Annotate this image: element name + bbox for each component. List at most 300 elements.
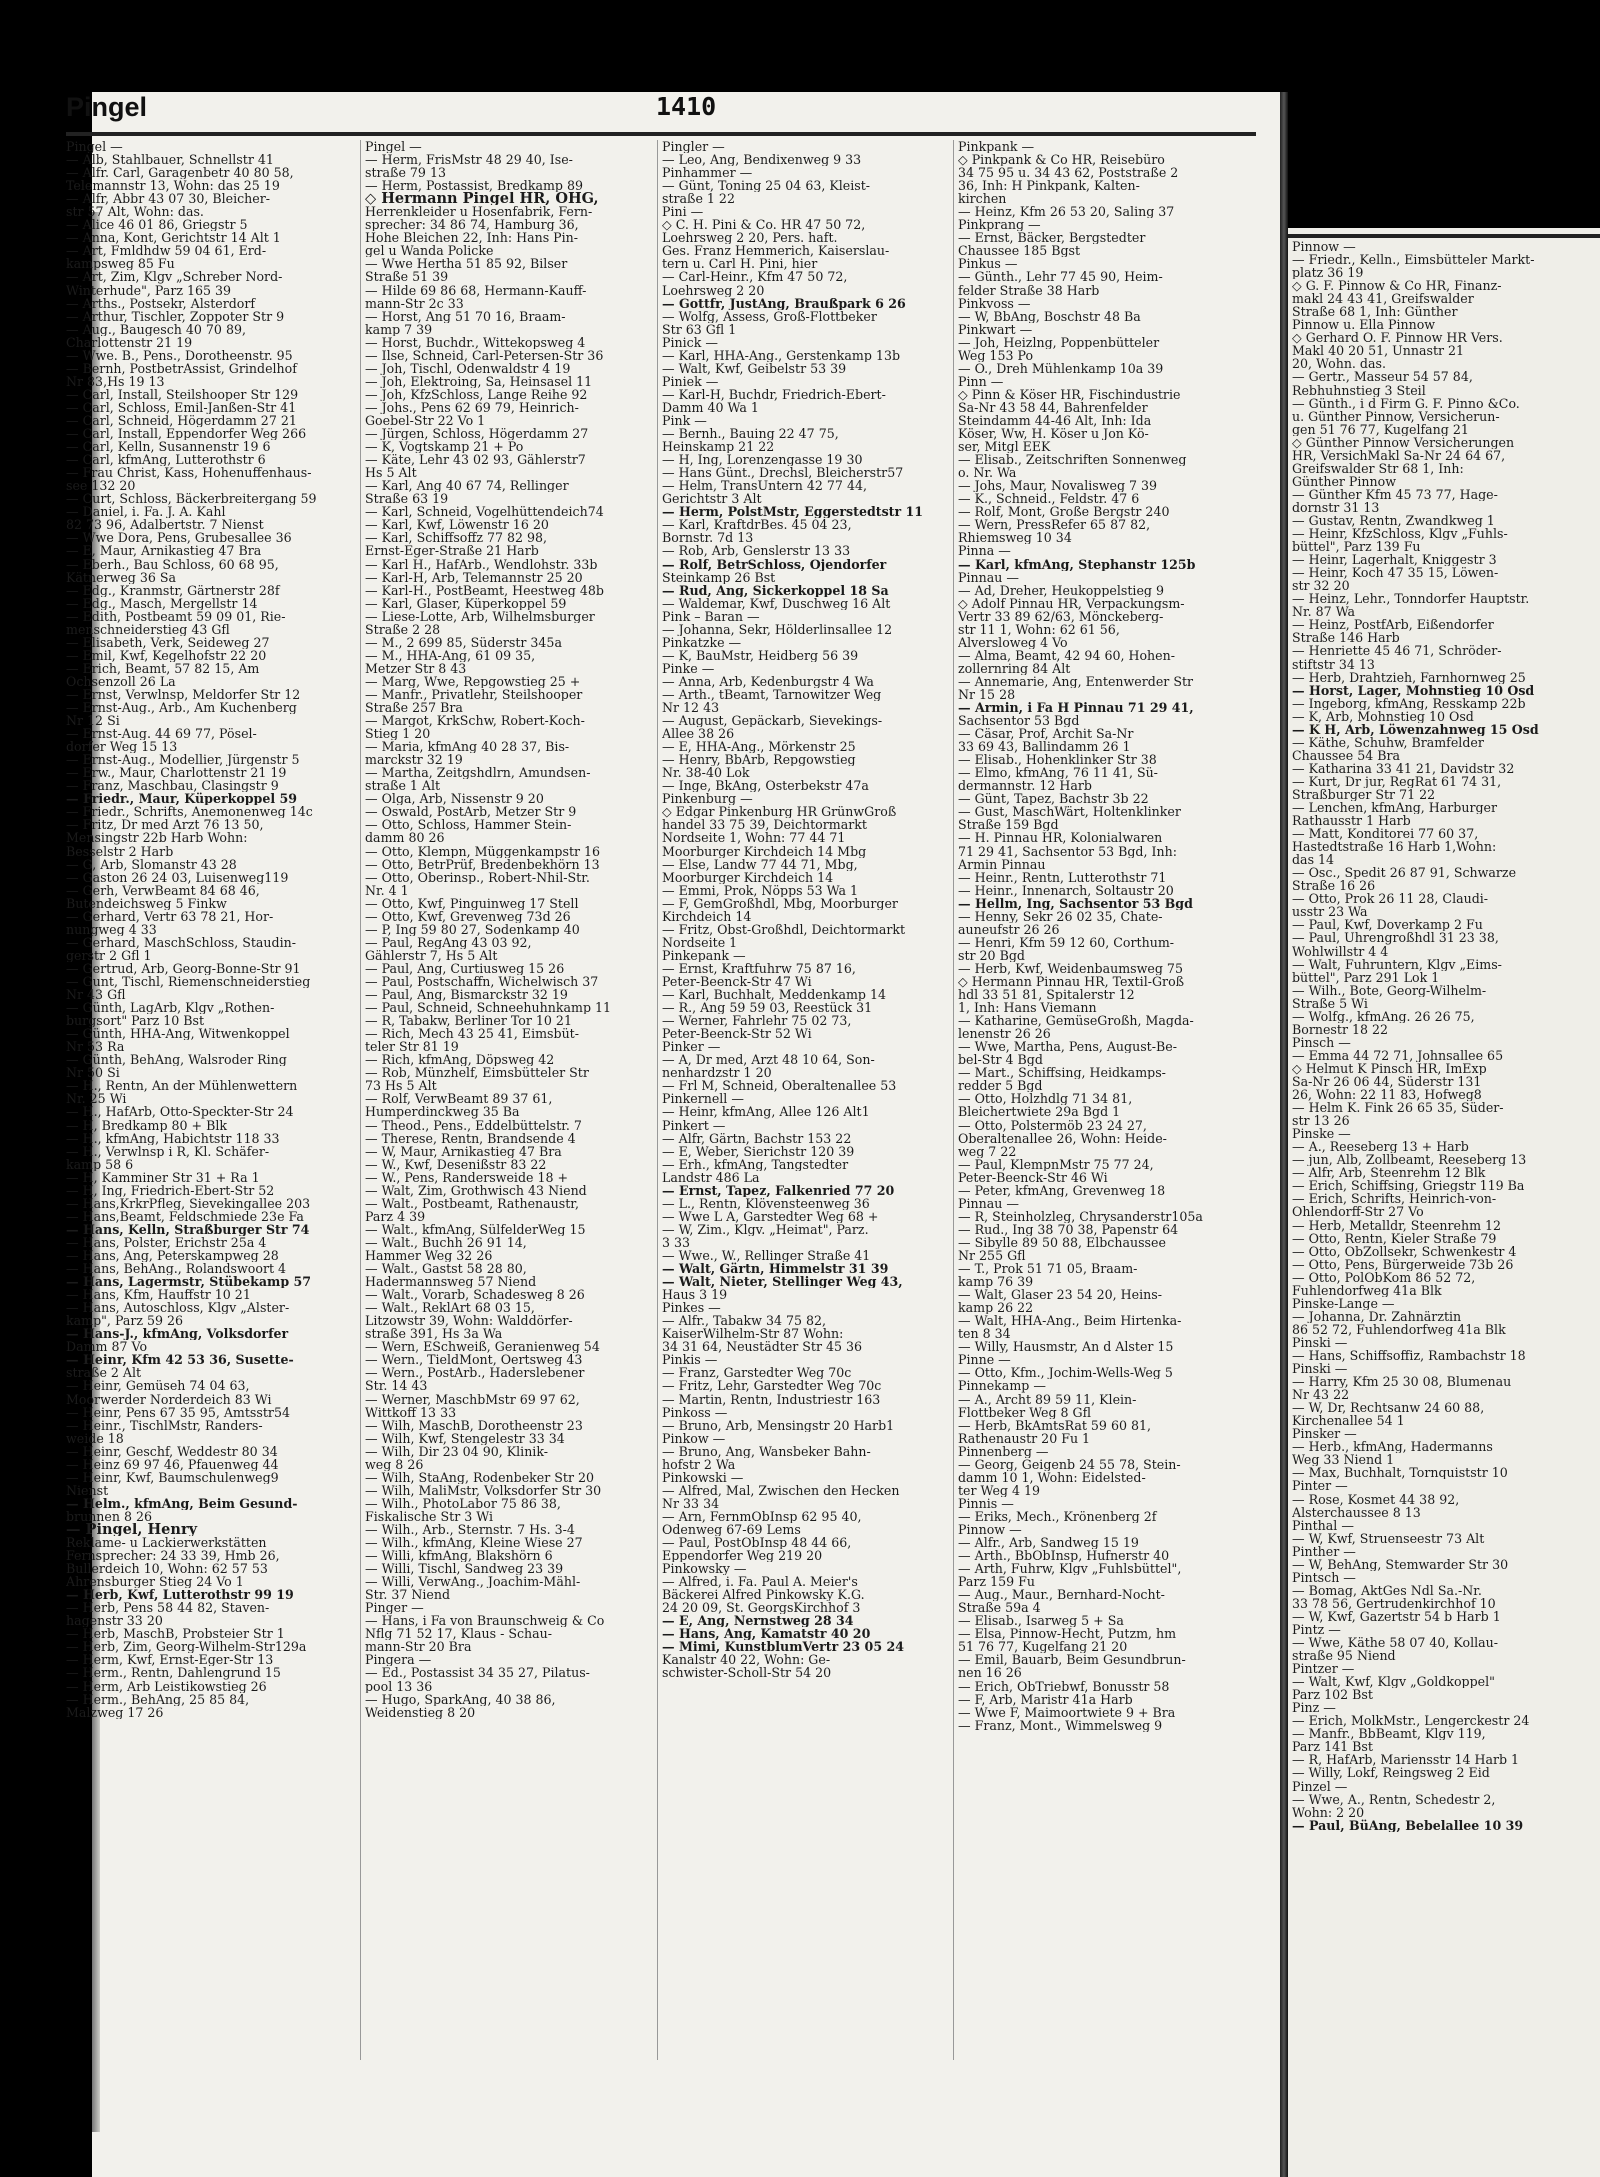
directory-entry-line: — Anna, Arb, Kedenburgstr 4 Wa [662, 674, 874, 688]
directory-entry-line: Eppendorfer Weg 219 20 [662, 1549, 823, 1563]
directory-entry-line: — T., Prok 51 71 05, Braam- [958, 1262, 1138, 1276]
directory-entry-line: — Gustav, Rentn, Zwandkweg 1 [1292, 513, 1495, 528]
directory-entry-line: — Walt, Fuhruntern, Klgv „Eims- [1292, 957, 1502, 971]
directory-entry-line: — Werner, MaschbMstr 69 97 62, [365, 1392, 580, 1406]
directory-entry-line: Pink — [662, 413, 707, 428]
directory-entry-line: — Bomag, AktGes Ndl Sa.-Nr. [1292, 1583, 1482, 1597]
directory-entry-line: Sa-Nr 26 06 44, Süderstr 131 [1292, 1075, 1482, 1089]
directory-entry-line: Pingera — [365, 1653, 432, 1667]
directory-entry-line: — Wwe L A, Garstedter Weg 68 + [662, 1209, 879, 1223]
directory-entry-line: Weg 153 Po [958, 348, 1034, 362]
directory-entry-line: Pini — [662, 205, 704, 219]
directory-entry-line: — Alfr., Tabakw 34 75 82, [662, 1314, 827, 1328]
directory-entry-line: — Wilh, StaAng, Rodenbeker Str 20 [365, 1470, 595, 1484]
directory-entry-line: — Harry, Kfm 25 30 08, Blumenau [1292, 1375, 1512, 1389]
directory-entry-line: ◇ G. F. Pinnow & Co HR, Finanz- [1292, 279, 1502, 293]
directory-entry-line: — Maria, kfmAng 40 28 37, Bis- [365, 740, 570, 754]
directory-entry-line: straße 79 13 [365, 166, 446, 180]
directory-entry-line: — F, Arb, Maristr 41a Harb [958, 1692, 1133, 1706]
directory-entry-line: — Horst, Lager, Mohnstieg 10 Osd [1292, 683, 1535, 697]
directory-entry-line: — Erw., Maur, Charlottenstr 21 19 [66, 766, 287, 780]
directory-entry-line: — Walt, Zim, Grothwisch 43 Niend [365, 1183, 587, 1197]
directory-entry-line: HR, VersichMakl Sa-Nr 24 64 67, [1292, 448, 1506, 462]
directory-entry-line: schwister-Scholl-Str 54 20 [662, 1666, 832, 1680]
directory-entry-line: — Wolfg, Assess, Groß-Flottbeker [662, 309, 877, 323]
directory-entry-line: — Wilh., kfmAng, Kleine Wiese 27 [365, 1536, 583, 1550]
directory-entry-line: 34 75 95 u. 34 43 62, Poststraße 2 [958, 166, 1179, 180]
directory-entry-line: — Heinr., TischlMstr, Randers- [66, 1418, 263, 1432]
directory-entry-line: — Georg, Geigenb 24 55 78, Stein- [958, 1457, 1181, 1471]
directory-entry-line: — R, Tabakw, Berliner Tor 10 21 [365, 1014, 572, 1028]
directory-entry-line: — A., Archt 89 59 11, Klein- [958, 1392, 1137, 1406]
directory-entry-line: Pinnenberg — [958, 1444, 1049, 1458]
directory-entry-line: — Karl H., HafArb., Wendlohstr. 33b [365, 557, 598, 571]
directory-entry-line: — Walt., Gastst 58 28 80, [365, 1262, 527, 1276]
directory-entry-line: — Helm., kfmAng, Beim Gesund- [66, 1496, 298, 1510]
directory-entry-line: Pinsker — [1292, 1427, 1357, 1441]
directory-entry-line: — F, GemGroßhdl, Mbg, Moorburger [662, 896, 898, 910]
directory-entry-line: — Henriette 45 46 71, Schröder- [1292, 644, 1502, 658]
directory-entry-line: — Günth., Lehr 77 45 90, Heim- [958, 270, 1163, 284]
directory-entry-line: — jun, Alb, Zollbeamt, Reeseberg 13 [1292, 1153, 1527, 1167]
directory-entry-line: Moorwerder Norderdeich 83 Wi [66, 1392, 272, 1406]
directory-entry-line: — E, Weber, Sierichstr 120 39 [662, 1144, 855, 1158]
directory-entry-line: — Günth, BehAng, Walsroder Ring [66, 1053, 287, 1067]
directory-entry-line: 34 31 64, Neustädter Str 45 36 [662, 1340, 863, 1354]
directory-entry-line: — Martha, Zeitgshdlrn, Amundsen- [365, 766, 591, 780]
directory-entry-line: — Emma 44 72 71, Johnsallee 65 [1292, 1048, 1504, 1062]
directory-entry-line: weide 18 [66, 1431, 124, 1445]
directory-entry-line: — Oswald, PostArb, Metzer Str 9 [365, 805, 577, 819]
directory-entry-line: Straße 51 39 [365, 270, 449, 284]
directory-entry-line: — Wwe, Martha, Pens, August-Be- [958, 1040, 1177, 1054]
directory-entry-line: Nienst [66, 1483, 109, 1497]
directory-entry-line: — Wilh., Arb., Sternstr. 7 Hs. 3-4 [365, 1522, 575, 1537]
directory-entry-line: Pingel — [66, 140, 123, 154]
directory-entry-line: Pintsch — [1292, 1570, 1356, 1584]
directory-entry-line: Nordseite 1 [662, 935, 738, 949]
directory-entry-line: — Heinr, kfmAng, Allee 126 Alt1 [662, 1105, 870, 1119]
directory-entry-line: kamp 58 6 [66, 1157, 134, 1171]
directory-entry-line: — Karl, HHA-Ang., Gerstenkamp 13b [662, 348, 901, 362]
directory-entry-line: — Rolf, BetrSchloss, Ojendorfer [662, 557, 887, 571]
directory-entry-line: Straße 2 28 [365, 622, 441, 636]
directory-entry-line: — Peter, kfmAng, Grevenweg 18 [958, 1183, 1166, 1197]
directory-entry-line: Nr 50 Si [66, 1066, 120, 1080]
directory-entry-line: Straße 146 Harb [1292, 631, 1400, 645]
directory-entry-line: — Walt, Nieter, Stellinger Weg 43, [662, 1275, 903, 1289]
directory-entry-line: — Herm., BehAng, 25 85 84, [66, 1692, 250, 1706]
directory-entry-line: — Karl, Buchhalt, Meddenkamp 14 [662, 988, 887, 1002]
directory-entry-line: — Karl, Schneid, Vogelhüttendeich74 [365, 505, 604, 519]
directory-entry-line: Pinkes — [662, 1301, 721, 1315]
column-divider [953, 140, 954, 2060]
directory-entry-line: — Alfr, Arb, Steenrehm 12 Blk [1292, 1166, 1486, 1180]
directory-entry-line: Nr 33 34 [662, 1496, 720, 1510]
directory-entry-line: — Hans-J., kfmAng, Volksdorfer [66, 1327, 289, 1341]
directory-entry-line: Pinkpank — [958, 140, 1035, 154]
directory-entry-line: — Otto, Kwf, Grevenweg 73d 26 [365, 909, 571, 923]
directory-entry-line: — Johs., Pens 62 69 79, Heinrich- [365, 400, 579, 414]
directory-entry-line: Ohlendorff-Str 27 Vo [1292, 1205, 1424, 1219]
directory-entry-line: — Wwe. B., Pens., Dorotheenstr. 95 [66, 348, 293, 362]
directory-entry-line: kamp 7 39 [365, 322, 433, 336]
directory-entry-line: 33 78 56, Gertrudenkirchhof 10 [1292, 1596, 1496, 1610]
directory-entry-line: menschneiderstieg 43 Gfl [66, 622, 230, 636]
directory-entry-line: Nr 255 Gfl [958, 1248, 1026, 1263]
directory-entry-line: — Wwe Dora, Pens, Grubesallee 36 [66, 531, 292, 545]
directory-entry-line: 24 20 09, St. GeorgsKirchhof 3 [662, 1601, 861, 1615]
directory-entry-line: damm 80 26 [365, 831, 445, 845]
directory-entry-line: — W, Zim., Klgv. „Heimat", Parz. [662, 1222, 869, 1236]
directory-entry-line: — Karl, Kwf, Löwenstr 16 20 [365, 518, 549, 532]
directory-entry-line: — Gottfr, JustAng, Braußpark 6 26 [662, 296, 906, 310]
directory-entry-line: — Lenchen, kfmAng, Harburger [1292, 801, 1498, 815]
directory-entry-line: — R., Ang 59 59 03, Reestück 31 [662, 1001, 873, 1015]
right-page [1288, 228, 1600, 2177]
directory-entry-line: gerstr 2 Gfl 1 [66, 948, 152, 962]
directory-entry-line: Kanalstr 40 22, Wohn: Ge- [662, 1653, 831, 1667]
directory-entry-line: — Willy, Lokf, Reingsweg 2 Eid [1292, 1766, 1490, 1780]
directory-entry-line: — Sibylle 89 50 88, Elbchaussee [958, 1235, 1166, 1249]
directory-entry-line: — K H, Arb, Löwenzahnweg 15 Osd [1292, 722, 1539, 736]
directory-entry-line: Pinkoss — [662, 1405, 728, 1419]
directory-entry-line: — Carl, Install, Eppendorfer Weg 266 [66, 427, 307, 441]
directory-entry-line: 73 Hs 5 Alt [365, 1079, 437, 1093]
directory-entry-line: ser, Mitgl EEK [958, 440, 1051, 454]
directory-entry-line: — Hilde 69 86 68, Hermann-Kauff- [365, 283, 587, 297]
directory-entry-line: ◇ Adolf Pinnau HR, Verpackungsm- [958, 596, 1185, 610]
directory-entry-line: see 132 20 [66, 479, 136, 493]
directory-entry-line: ◇ Pinkpank & Co HR, Reisebüro [958, 153, 1165, 167]
directory-entry-line: Chaussee 54 Bra [1292, 748, 1401, 762]
directory-entry-line: — Pingel, Henry [66, 1522, 198, 1537]
directory-entry-line: Metzer Str 8 43 [365, 661, 467, 675]
directory-entry-line: — Elmo, kfmAng, 76 11 41, Sü- [958, 766, 1158, 780]
directory-entry-line: — Emil, Bauarb, Beim Gesundbrun- [958, 1653, 1186, 1667]
directory-entry-line: — Otto, Polstermöb 23 24 27, [958, 1118, 1147, 1132]
directory-entry-line: Wohn: 2 20 [1292, 1805, 1365, 1819]
directory-entry-line: — Ernst, Verwlnsp, Meldorfer Str 12 [66, 687, 301, 702]
directory-entry-line: kampsweg 85 Fu [66, 257, 175, 271]
directory-entry-line: Nr. 25 Wi [66, 1092, 127, 1106]
directory-entry-line: u. Günther Pinnow, Versicherun- [1292, 409, 1500, 423]
directory-entry-line: Armin Pinnau [958, 857, 1046, 871]
directory-entry-line: — H., Verwlnsp i R, Kl. Schäfer- [66, 1144, 270, 1158]
directory-entry-line: ◇ Hermann Pingel HR, OHG, [365, 192, 599, 206]
directory-entry-line: — Karl-H, Buchdr, Friedrich-Ebert- [662, 387, 886, 401]
directory-entry-line: Pinz — [1292, 1701, 1336, 1715]
directory-entry-line: — Alb, Stahlbauer, Schnellstr 41 [66, 153, 274, 167]
directory-entry-line: — Carl, Kelln, Susannenstr 19 6 [66, 440, 271, 454]
directory-entry-line: 86 52 72, Fuhlendorfweg 41a Blk [1292, 1322, 1506, 1336]
directory-entry-line: Pinnow — [958, 1522, 1022, 1537]
directory-entry-line: — Herm, Kwf, Ernst-Eger-Str 13 [66, 1653, 274, 1667]
directory-entry-line: — Heinr., Innenarch, Soltaustr 20 [958, 883, 1174, 897]
directory-entry-line: Pinther — [1292, 1544, 1356, 1558]
directory-entry-line: — Erich, Schiffsing, Griegstr 119 Ba [1292, 1179, 1525, 1193]
directory-entry-line: — W, Kwf, Struenseestr 73 Alt [1292, 1531, 1485, 1545]
directory-entry-line: — Heinr, KfzSchloss, Klgv „Fuhls- [1292, 527, 1508, 541]
directory-entry-line: — K, Vogtskamp 21 + Po [365, 440, 524, 454]
directory-entry-line: — Otto, ObZollsekr, Schwenkestr 4 [1292, 1244, 1517, 1258]
directory-entry-line: Odenweg 67-69 Lems [662, 1522, 801, 1537]
directory-entry-line: Allee 38 26 [662, 727, 735, 741]
directory-entry-line: — K, BauMstr, Heidberg 56 39 [662, 648, 859, 662]
directory-entry-line: — H., HafArb, Otto-Speckter-Str 24 [66, 1105, 294, 1119]
directory-entry-line: — Otto, Kwf, Pinguinweg 17 Stell [365, 896, 579, 910]
directory-entry-line: — Helm K. Fink 26 65 35, Süder- [1292, 1101, 1504, 1115]
directory-entry-line: — Hans,Beamt, Feldschmiede 23e Fa [66, 1209, 304, 1223]
directory-entry-line: — Inge, BkAng, Osterbekstr 47a [662, 779, 869, 793]
directory-entry-line: Pinkis — [662, 1353, 718, 1367]
directory-entry-line: — Herb, Zim, Georg-Wilhelm-Str129a [66, 1640, 307, 1654]
directory-entry-line: — Olga, Arb, Nissenstr 9 20 [365, 792, 544, 806]
directory-entry-line: Pintz — [1292, 1622, 1341, 1637]
directory-entry-line: — Marg, Wwe, Repgowstieg 25 + [365, 674, 581, 688]
directory-entry-line: — Bruno, Arb, Mensingstr 20 Harb1 [662, 1418, 895, 1432]
directory-entry-line: nen 16 26 [958, 1666, 1022, 1680]
directory-entry-line: 51 76 77, Kugelfang 21 20 [958, 1640, 1128, 1654]
directory-entry-line: — Willi, Tischl, Sandweg 23 39 [365, 1562, 564, 1576]
directory-entry-line: Nr 83,Hs 19 13 [66, 374, 165, 388]
directory-entry-line: sprecher: 34 86 74, Hamburg 36, [365, 218, 579, 232]
directory-entry-line: Ochsenzoll 26 La [66, 674, 176, 688]
directory-entry-line: — Ilse, Schneid, Carl-Petersen-Str 36 [365, 348, 604, 362]
directory-entry-line: — Cäsar, Prof, Archit Sa-Nr [958, 727, 1134, 741]
directory-entry-line: — Willi, kfmAng, Blakshörn 6 [365, 1549, 553, 1563]
directory-entry-line: Winterhude", Parz 165 39 [66, 283, 232, 297]
directory-entry-line: — H, Bredkamp 80 + Blk [66, 1118, 228, 1132]
directory-entry-line: Pinkprang — [958, 218, 1041, 232]
directory-entry-line: Moorburger Kirchdeich 14 [662, 870, 834, 884]
directory-entry-line: — Elisab., Zeitschriften Sonnenweg [958, 453, 1187, 467]
directory-entry-line: — Arn, FernmObInsp 62 95 40, [662, 1509, 862, 1523]
directory-entry-line: Greifswalder Str 68 1, Inh: [1292, 461, 1464, 475]
directory-entry-line: — Gust, MaschWärt, Holtenklinker [958, 805, 1181, 819]
directory-entry-line: ◇ Pinn & Köser HR, Fischindustrie [958, 387, 1181, 401]
directory-entry-line: — Günth, HHA-Ang, Witwenkoppel [66, 1027, 290, 1041]
directory-entry-line: — Eberh., Bau Schloss, 60 68 95, [66, 557, 279, 571]
directory-entry-line: Charlottenstr 21 19 [66, 335, 193, 349]
directory-entry-line: Pinsch — [1292, 1035, 1351, 1049]
directory-entry-line: — Kurt, Dr jur, RegRat 61 74 31, [1292, 774, 1502, 788]
directory-entry-line: — Katharine, GemüseGroßh, Magda- [958, 1014, 1194, 1028]
directory-entry-line: Nr. 38-40 Lok [662, 766, 750, 780]
directory-entry-line: — Erich, MolkMstr., Lengerckestr 24 [1292, 1714, 1530, 1728]
directory-entry-line: — Arthur, Tischler, Zoppoter Str 9 [66, 309, 285, 323]
directory-entry-line: — Wern, PressRefer 65 87 82, [958, 518, 1151, 532]
directory-entry-line: — Herm., Rentn, Dahlengrund 15 [66, 1666, 281, 1680]
directory-entry-line: — Joh, KfzSchloss, Lange Reihe 92 [365, 387, 588, 401]
directory-entry-line: — M., HHA-Ang, 61 09 35, [365, 648, 536, 662]
directory-entry-line: — R, Steinholzleg, Chrysanderstr105a [958, 1209, 1203, 1223]
directory-entry-line: Gerichtstr 3 Alt [662, 492, 762, 506]
directory-entry-line: Pinnekamp — [958, 1379, 1046, 1393]
header-rule [66, 132, 1256, 136]
directory-entry-line: weg 8 26 [365, 1457, 424, 1471]
directory-entry-line: Parz 102 Bst [1292, 1688, 1373, 1702]
directory-entry-line: — E, Ang, Nernstweg 28 34 [662, 1614, 854, 1628]
directory-entry-line: Heinskamp 21 22 [662, 440, 775, 454]
directory-entry-line: — Wern, ESchweiß, Geranienweg 54 [365, 1340, 600, 1354]
directory-entry-line: — W, BbAng, Boschstr 48 Ba [958, 309, 1141, 323]
directory-entry-line: Nordseite 1, Wohn: 77 44 71 [662, 831, 846, 845]
directory-entry-line: — A, Dr med, Arzt 48 10 64, Son- [662, 1053, 875, 1067]
directory-entry-line: — H., Rentn, An der Mühlenwettern [66, 1079, 298, 1093]
directory-entry-line: 82 73 96, Adalbertstr. 7 Nienst [66, 518, 264, 532]
directory-entry-line: dorfer Weg 15 13 [66, 740, 178, 754]
directory-entry-line: Pinke — [662, 661, 715, 675]
directory-entry-line: Steindamm 44-46 Alt, Inh: Ida [958, 413, 1152, 428]
directory-entry-line: gel u Wanda Policke [365, 244, 494, 258]
directory-entry-line: — Walt, Gärtn, Himmelstr 31 39 [662, 1262, 889, 1276]
directory-entry-line: — Alma, Beamt, 42 94 60, Hohen- [958, 648, 1175, 662]
directory-entry-line: straße 95 Niend [1292, 1649, 1396, 1663]
directory-entry-line: Str. 37 Niend [365, 1588, 451, 1602]
directory-entry-line: — H., kfmAng, Habichtstr 118 33 [66, 1131, 280, 1145]
directory-entry-line: — Heinr, Lagerhalt, Kniggestr 3 [1292, 553, 1497, 567]
directory-entry-line: — Jürgen, Schloss, Högerdamm 27 [365, 427, 589, 441]
directory-entry-line: — Heinz, Lehr., Tonndorfer Hauptstr. [1292, 592, 1530, 606]
directory-entry-line: Pinski — [1292, 1362, 1348, 1376]
directory-entry-line: str 13 26 [1292, 1114, 1350, 1128]
directory-entry-line: ter Weg 4 19 [958, 1483, 1041, 1497]
directory-entry-line: — Günth., i d Firm G. F. Pinno &Co. [1292, 396, 1520, 410]
directory-entry-line: — Carl, Schneid, Högerdamm 27 21 [66, 413, 297, 428]
directory-entry-line: Pinn — [958, 374, 1004, 388]
directory-entry-line: Besselstr 2 Harb [66, 844, 174, 858]
directory-entry-line: Wittkoff 13 33 [365, 1405, 457, 1419]
directory-entry-line: — Herm, Postassist, Bredkamp 89 [365, 179, 584, 193]
directory-entry-line: — Heinr, Geschf, Weddestr 80 34 [66, 1444, 278, 1458]
directory-entry-line: Piniek — [662, 374, 719, 388]
directory-entry-line: — Friedr., Schrifts, Anemonenweg 14c [66, 805, 313, 819]
directory-entry-line: pool 13 36 [365, 1679, 433, 1693]
directory-entry-line: — Rich, Mech 43 25 41, Eimsbüt- [365, 1027, 579, 1041]
directory-entry-line: — Alfred, Mal, Zwischen den Hecken [662, 1483, 900, 1497]
directory-entry-line: — Friedr., Maur, Küperkoppel 59 [66, 792, 298, 806]
directory-entry-line: — Wern., PostArb., Haderslebener [365, 1366, 585, 1380]
directory-entry-line: — Paul, Postschaffn, Wichelwisch 37 [365, 975, 599, 989]
directory-column-3 [662, 140, 940, 1680]
directory-entry-line: Pinkowsky — [662, 1562, 747, 1576]
directory-entry-line: — Arth, Fuhrw, Klgv „Fuhlsbüttel", [958, 1562, 1182, 1576]
directory-entry-line: Pinna — [958, 544, 1011, 558]
directory-entry-line: das 14 [1292, 853, 1335, 867]
directory-entry-line: hagenstr 33 20 [66, 1614, 163, 1628]
directory-entry-line: — Elisab., Isarweg 5 + Sa [958, 1614, 1124, 1628]
directory-entry-line: Str. 14 43 [365, 1379, 428, 1393]
directory-entry-line: — Heinr, Pens 67 35 95, Amtsstr54 [66, 1405, 290, 1419]
directory-entry-line: Rathenaustr 20 Fu 1 [958, 1431, 1091, 1445]
directory-entry-line: Herrenkleider u Hosenfabrik, Fern- [365, 205, 593, 219]
directory-entry-line: — Daniel, i. Fa. J. A. Kahl [66, 505, 226, 519]
directory-entry-line: — Herb, BkAmtsRat 59 60 81, [958, 1418, 1151, 1432]
directory-entry-line: — G, Arb, Slomanstr 43 28 [66, 857, 237, 871]
page-header [66, 92, 1254, 132]
directory-entry-line: — Edg., Masch, Mergellstr 14 [66, 596, 258, 610]
directory-entry-line: — Arth., tBeamt, Tarnowitzer Weg [662, 687, 882, 702]
directory-entry-line: Pinnow u. Ella Pinnow [1292, 318, 1436, 332]
directory-entry-line: — Manfr., Privatlehr, Steilshooper [365, 687, 583, 702]
directory-entry-line: auneufstr 26 26 [958, 922, 1060, 936]
directory-entry-line: — Alfr, Gärtn, Bachstr 153 22 [662, 1131, 852, 1145]
directory-entry-line: — Otto, BetrPrüf, Bredenbekhörn 13 [365, 857, 600, 871]
directory-entry-line: — W., Pens, Randersweide 18 + [365, 1170, 569, 1184]
directory-entry-line: Humperdinckweg 35 Ba [365, 1105, 520, 1119]
book-gutter [1280, 92, 1288, 2177]
directory-entry-line: — Gertrud, Arb, Georg-Bonne-Str 91 [66, 961, 301, 975]
directory-entry-line: Hohe Bleichen 22, Inh: Hans Pin- [365, 231, 579, 245]
directory-entry-line: str 11 1, Wohn: 62 61 56, [958, 622, 1120, 636]
directory-entry-line: — K., Schneid., Feldstr. 47 6 [958, 492, 1140, 506]
directory-entry-line: — Emil, Kwf, Kegelhofstr 22 20 [66, 648, 267, 662]
directory-entry-line: platz 36 19 [1292, 266, 1364, 280]
directory-entry-line: — W, BehAng, Stemwarder Str 30 [1292, 1557, 1509, 1571]
directory-entry-line: — W, Maur, Arnikastieg 47 Bra [365, 1144, 562, 1158]
directory-entry-line: dermannstr. 12 Harb [958, 779, 1092, 793]
directory-entry-line: Pinkus — [958, 257, 1018, 271]
directory-entry-line: — Wilh, MaschB, Dorotheenstr 23 [365, 1418, 583, 1432]
directory-entry-line: stiftstr 34 13 [1292, 657, 1375, 671]
directory-entry-line: — Ernst-Aug. 44 69 77, Pösel- [66, 727, 257, 741]
directory-entry-line: — Gerh, VerwBeamt 84 68 46, [66, 883, 260, 897]
directory-entry-line: — E, Maur, Arnikastieg 47 Bra [66, 544, 262, 558]
directory-entry-line: usstr 23 Wa [1292, 905, 1368, 919]
directory-entry-line: — Wilh, Kwf, Stengelestr 33 34 [365, 1431, 565, 1445]
directory-entry-line: — K, Arb, Mohnstieg 10 Osd [1292, 709, 1474, 723]
directory-entry-line: — Else, Landw 77 44 71, Mbg, [662, 857, 858, 871]
directory-entry-line: Nr 43 Gfl [66, 988, 126, 1002]
directory-entry-line: — Henry, BbArb, Repgowstieg [662, 753, 856, 767]
directory-entry-line: Bullerdeich 10, Wohn: 62 57 53 [66, 1562, 268, 1576]
directory-entry-line: — Art, Zim, Klgv „Schreber Nord- [66, 270, 283, 284]
directory-entry-line: — Gaston 26 24 03, Luisenweg119 [66, 870, 289, 884]
directory-entry-line: Goebel-Str 22 Vo 1 [365, 413, 486, 428]
directory-entry-line: hofstr 2 Wa [662, 1457, 736, 1471]
directory-entry-line: — Henny, Sekr 26 02 35, Chate- [958, 909, 1163, 923]
directory-entry-line: makl 24 43 41, Greifswalder [1292, 292, 1474, 306]
directory-entry-line: — Wern., TieldMont, Oertsweg 43 [365, 1353, 583, 1367]
directory-entry-line: — Herm, Arb Leistikowstieg 26 [66, 1679, 267, 1693]
directory-entry-line: büttel", Parz 139 Fu [1292, 540, 1421, 554]
directory-entry-line: — Otto, Holzhdlg 71 34 81, [958, 1092, 1133, 1106]
directory-entry-line: ◇ Günther Pinnow Versicherungen [1292, 435, 1515, 449]
directory-entry-line: — Herb, Drahtzieh, Farnhornweg 25 [1292, 670, 1526, 684]
directory-entry-line: büttel", Parz 291 Lok 1 [1292, 970, 1440, 984]
directory-entry-line: Malzweg 17 26 [66, 1705, 164, 1719]
directory-entry-line: — Mimi, KunstblumVertr 23 05 24 [662, 1640, 904, 1654]
directory-entry-line: — Wwe, A., Rentn, Schedestr 2, [1292, 1792, 1496, 1806]
directory-entry-line: Hastedtstraße 16 Harb 1,Wohn: [1292, 840, 1497, 854]
directory-entry-line: — Arth., BbObInsp, Hufnerstr 40 [958, 1549, 1170, 1563]
directory-entry-line: str 57 Alt, Wohn: das. [66, 205, 204, 219]
directory-entry-line: Chaussee 185 Bgst [958, 244, 1081, 258]
directory-entry-line: — Hans, Autoschloss, Klgv „Alster- [66, 1301, 290, 1315]
directory-entry-line: Pinkowski — [662, 1470, 744, 1484]
directory-entry-line: — Rud., Ing 38 70 38, Papenstr 64 [958, 1222, 1179, 1236]
directory-entry-line: Pinnau — [958, 1196, 1019, 1210]
directory-entry-line: — Joh, Heizlng, Poppenbütteler [958, 335, 1160, 349]
directory-entry-line: zollernring 84 Alt [958, 661, 1071, 675]
directory-entry-line: — Joh, Elektroing, Sa, Heinsasel 11 [365, 374, 593, 388]
directory-entry-line: Makl 40 20 51, Unnastr 21 [1292, 344, 1465, 358]
directory-entry-line: — Curt, Schloss, Bäckerbreitergang 59 [66, 492, 317, 506]
directory-entry-line: — Carl, Install, Steilshooper Str 129 [66, 387, 299, 401]
directory-entry-line: — Hans, Ang, Peterskampweg 28 [66, 1248, 279, 1263]
directory-entry-line: ten 8 34 [958, 1327, 1011, 1341]
